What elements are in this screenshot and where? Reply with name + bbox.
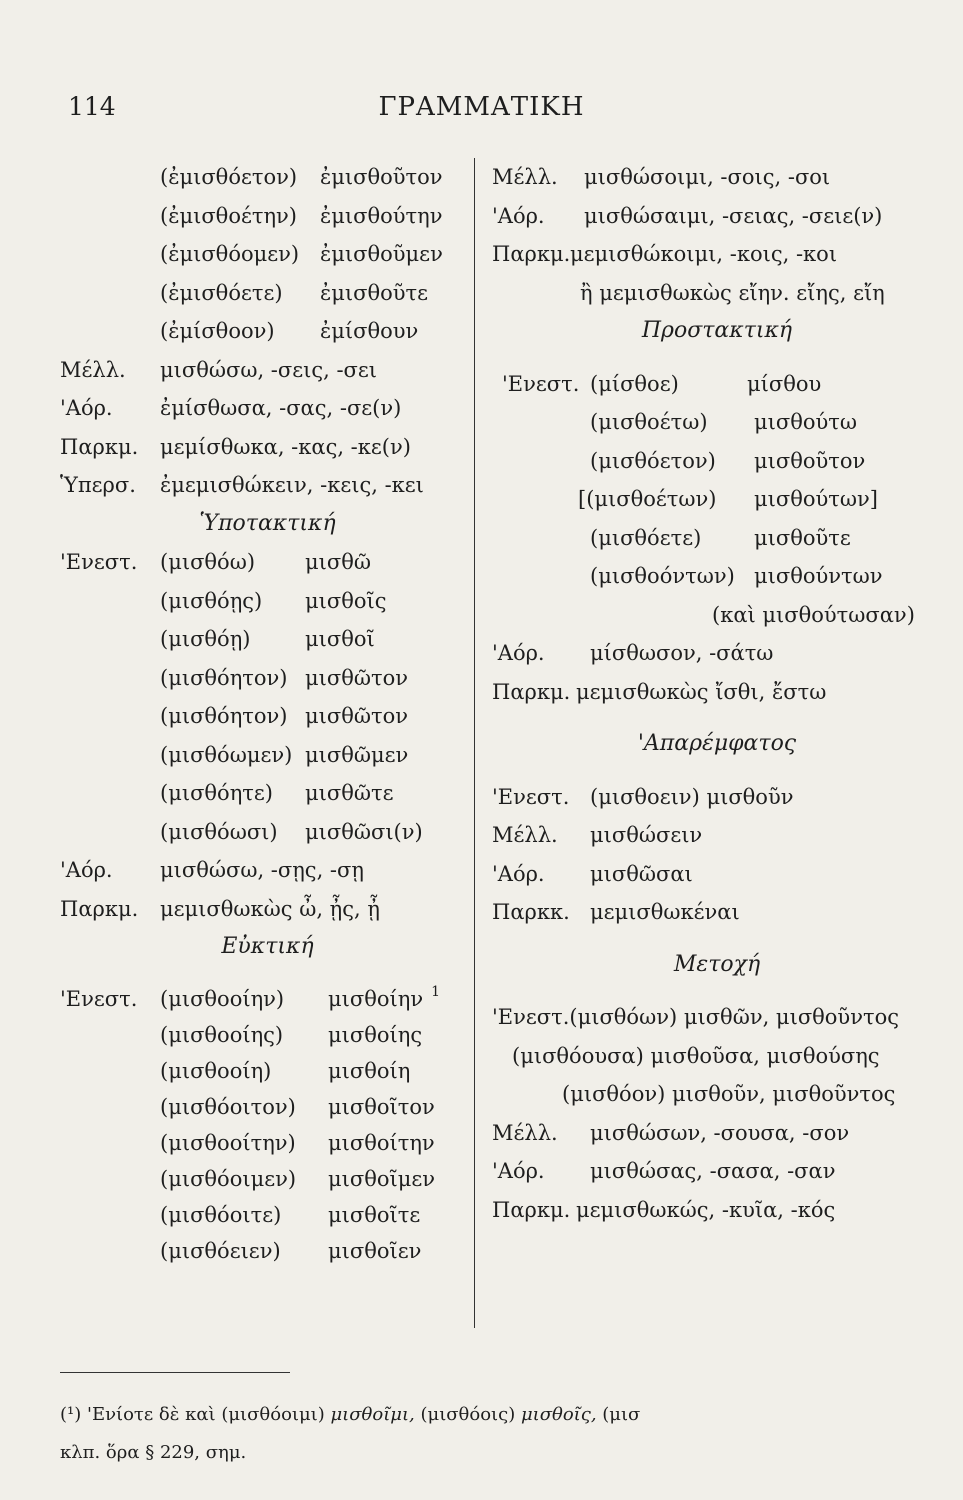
- uncontracted-form: (ἐμισθόετε): [160, 280, 283, 305]
- tense-label: Ὑπερσ.: [60, 473, 136, 497]
- tense-row: [492, 893, 912, 932]
- participle-paradigm: [492, 998, 912, 1229]
- tense-label: Μέλλ.: [60, 357, 126, 382]
- footnote-text: 'Ενίοτε δὲ καὶ (μισθόοιμι): [87, 1404, 325, 1425]
- tense-label: 'Αόρ.: [60, 858, 113, 882]
- paradigm-row: [60, 697, 465, 736]
- tense-row: [60, 389, 465, 428]
- contracted-form: μισθοῖτον: [328, 1094, 435, 1119]
- tense-row: [492, 778, 912, 817]
- tense-row: [492, 855, 912, 894]
- infinitive-heading: 'Απαρέμφατος: [637, 731, 797, 756]
- tense-row: [492, 634, 912, 673]
- tense-row: [492, 1191, 912, 1230]
- uncontracted-form: (μισθοοίης): [160, 1022, 284, 1047]
- paradigm-row: [60, 659, 465, 698]
- contracted-form: μισθοῖεν: [328, 1238, 422, 1263]
- spacer: [492, 984, 912, 998]
- footnote-marker: 1: [431, 983, 441, 1000]
- contracted-form: ἐμισθοῦμεν: [320, 242, 443, 266]
- paradigm-row: [60, 1125, 465, 1161]
- running-title: ΓΡΑΜΜΑΤΙΚΗ: [378, 92, 585, 122]
- contracted-form: μισθῶτον: [305, 704, 409, 728]
- imperative-heading: Προστακτική: [641, 318, 793, 343]
- paradigm-row: [60, 235, 465, 274]
- contracted-form: μισθῶσι(ν): [305, 819, 423, 844]
- footnote-line: [60, 1396, 930, 1434]
- uncontracted-form: (μισθόοιμεν): [160, 1166, 297, 1191]
- contracted-form: ἐμισθοῦτε: [320, 280, 429, 305]
- uncontracted-form: (μισθόωμεν): [160, 742, 293, 767]
- uncontracted-form: (μισθόετον): [590, 448, 716, 473]
- paradigm-row: [60, 1233, 465, 1269]
- tense-label: Παρκκ.: [492, 900, 570, 924]
- tense-label: 'Ενεστ.: [60, 550, 138, 574]
- alternative-form: (καὶ μισθούτωσαν): [712, 602, 915, 627]
- spacer: [492, 351, 912, 365]
- tense-row: [492, 1114, 912, 1153]
- tense-forms: ἐμίσθωσα, -σας, -σε(ν): [160, 396, 402, 420]
- uncontracted-form: (ἐμισθόομεν): [160, 242, 300, 266]
- contracted-form: ἐμισθούτην: [320, 203, 443, 228]
- paradigm-row: [492, 596, 915, 635]
- uncontracted-form: (μισθόειεν): [160, 1238, 281, 1263]
- tense-label: Παρκμ.: [492, 1197, 571, 1222]
- footnote-form: μισθοῖς,: [520, 1404, 597, 1425]
- tense-label: Μέλλ.: [492, 823, 558, 847]
- tense-forms: μισθώσω, -σεις, -σει: [160, 357, 377, 382]
- participle-forms: (μισθόουσα) μισθοῦσα, μισθούσης: [512, 1043, 880, 1068]
- uncontracted-form: (μισθόῃ): [160, 627, 251, 651]
- tense-label: 'Αόρ.: [492, 203, 545, 228]
- tense-row: [492, 274, 912, 313]
- contracted-form: μισθοῖτε: [328, 1202, 421, 1227]
- footnote-form: μισθοῖμι,: [330, 1404, 415, 1425]
- optative-tail: [492, 158, 912, 312]
- tense-forms: ἐμεμισθώκειν, -κεις, -κει: [160, 473, 424, 497]
- uncontracted-form: (μισθόωσι): [160, 819, 278, 844]
- right-column: [492, 158, 915, 1229]
- uncontracted-form: (μισθόητε): [160, 781, 273, 805]
- paradigm-row: [60, 1161, 465, 1197]
- tense-label: 'Αόρ.: [492, 641, 545, 665]
- footnote-text: (μισθόοις): [420, 1404, 516, 1425]
- contracted-form: μισθοίτην: [328, 1130, 435, 1155]
- uncontracted-form: (μισθόῃς): [160, 588, 263, 613]
- uncontracted-form: (ἐμίσθοον): [160, 319, 275, 343]
- subjunctive-heading: Ὑποτακτική: [199, 510, 336, 536]
- paradigm-row: [492, 442, 912, 481]
- tense-row: [60, 466, 465, 505]
- tense-forms: μεμισθωκὼς ὦ, ᾖς, ᾖ: [160, 896, 380, 921]
- tense-forms: μισθώσαιμι, -σειας, -σειε(ν): [584, 203, 883, 228]
- paradigm-row: [492, 403, 912, 442]
- paradigm-row: [60, 736, 465, 775]
- uncontracted-form: [(μισθοέτων): [578, 487, 717, 511]
- footnote-rule: [60, 1372, 290, 1373]
- paradigm-row: [492, 1037, 912, 1076]
- uncontracted-form: (μισθόετε): [590, 525, 702, 550]
- paradigm-row: [492, 519, 912, 558]
- tense-forms: (μισθοειν) μισθοῦν: [590, 784, 794, 809]
- tense-label: Παρκμ.: [60, 434, 139, 459]
- tense-row: [60, 351, 465, 390]
- paradigm-row: [60, 1017, 465, 1053]
- tense-label: 'Αόρ.: [492, 861, 545, 886]
- contracted-form: μισθούντων: [754, 564, 883, 588]
- tense-row: [492, 816, 912, 855]
- tense-forms: μισθώσας, -σασα, -σαν: [590, 1159, 836, 1183]
- paradigm-row: [60, 582, 465, 621]
- left-column: [60, 158, 465, 1269]
- uncontracted-form: (μισθοέτω): [590, 410, 708, 434]
- tense-forms: μεμισθωκὼς ἴσθι, ἔστω: [576, 679, 827, 704]
- imperative-paradigm: [492, 365, 915, 712]
- uncontracted-form: (μισθόητον): [160, 665, 288, 690]
- paradigm-row: [60, 813, 465, 852]
- column-divider: [474, 158, 475, 1328]
- tense-forms: μισθώσοιμι, -σοις, -σοι: [584, 165, 831, 189]
- footnote-marker: (¹): [60, 1404, 82, 1425]
- paradigm-row: [60, 543, 465, 582]
- contracted-form: μισθοῖ: [305, 627, 375, 651]
- tense-forms: μισθώσων, -σουσα, -σον: [590, 1120, 850, 1145]
- optative-heading: Εὐκτική: [221, 934, 314, 959]
- tense-forms: μίσθωσον, -σάτω: [590, 641, 774, 665]
- tense-row: [492, 1152, 912, 1191]
- tense-forms: ἢ μεμισθωκὼς εἴην. εἴης, εἴη: [580, 280, 885, 305]
- tense-label: 'Ενεστ.: [502, 371, 580, 396]
- imperfect-tail: [60, 158, 465, 351]
- contracted-form: μισθούτων]: [754, 487, 878, 511]
- tense-forms: μεμίσθωκα, -κας, -κε(ν): [160, 434, 411, 459]
- uncontracted-form: (μισθόητον): [160, 704, 288, 728]
- tense-label: Παρκμ.: [492, 242, 571, 266]
- participle-heading: Μετοχή: [673, 951, 761, 977]
- tense-label: Παρκμ.: [492, 679, 571, 704]
- tense-row: [60, 890, 465, 929]
- participle-forms: (μισθόον) μισθοῦν, μισθοῦντος: [562, 1082, 896, 1106]
- contracted-form: μισθῶτον: [305, 665, 409, 690]
- uncontracted-form: (μισθοοίην): [160, 986, 285, 1011]
- tense-forms: μισθώσω, -σῃς, -σῃ: [160, 858, 364, 882]
- contracted-form: μισθῶτε: [305, 781, 394, 805]
- paradigm-row: [60, 774, 465, 813]
- uncontracted-form: (μισθόοιτε): [160, 1202, 282, 1227]
- uncontracted-form: (μίσθοε): [590, 371, 679, 396]
- tense-label: 'Αόρ.: [60, 396, 113, 420]
- footnote-text: (μισ: [602, 1404, 641, 1425]
- contracted-form: μισθῶ: [305, 550, 371, 574]
- paradigm-row: [492, 1075, 912, 1114]
- tense-row: [60, 851, 465, 890]
- tense-row: [492, 673, 912, 712]
- paradigm-row: [60, 274, 465, 313]
- tense-label: 'Ενεστ.: [492, 784, 570, 809]
- paradigm-row: [492, 365, 912, 404]
- subjunctive-paradigm: [60, 543, 465, 928]
- paradigm-row: [60, 312, 465, 351]
- contracted-form: ἐμισθοῦτον: [320, 165, 443, 189]
- contracted-form: ἐμίσθουν: [320, 319, 419, 343]
- spacer: [60, 967, 465, 981]
- participle-forms: 'Ενεστ.(μισθόων) μισθῶν, μισθοῦντος: [492, 1005, 899, 1029]
- optative-paradigm: [60, 981, 465, 1269]
- tense-row: [492, 235, 912, 274]
- tense-label: Μέλλ.: [492, 1120, 558, 1145]
- contracted-form: μισθούτω: [754, 410, 858, 434]
- contracted-form: μισθοῦτον: [754, 448, 866, 473]
- spacer: [492, 764, 912, 778]
- tense-forms: μεμισθωκώς, -κυῖα, -κός: [576, 1197, 836, 1222]
- uncontracted-form: (μισθοοίη): [160, 1058, 272, 1083]
- tense-forms: μισθώσειν: [590, 823, 703, 847]
- contracted-form: μισθοῖμεν: [328, 1166, 436, 1191]
- footnote-line: κλπ. ὅρα § 229, σημ.: [60, 1442, 247, 1463]
- indicative-tenses: [60, 351, 465, 505]
- paradigm-row: [60, 1053, 465, 1089]
- tense-label: 'Αόρ.: [492, 1159, 545, 1183]
- tense-row: [492, 197, 912, 236]
- contracted-form: μισθοίης: [328, 1022, 423, 1047]
- contracted-form: μισθοῦτε: [754, 525, 851, 550]
- tense-row: [492, 158, 912, 197]
- uncontracted-form: (μισθοοίτην): [160, 1130, 296, 1155]
- uncontracted-form: (ἐμισθοέτην): [160, 203, 298, 228]
- infinitive-paradigm: [492, 778, 912, 932]
- uncontracted-form: (ἐμισθόετον): [160, 165, 298, 189]
- contracted-form: μισθῶμεν: [305, 742, 409, 767]
- paradigm-row: [60, 1197, 465, 1233]
- paradigm-row: [60, 1089, 465, 1125]
- contracted-form: μισθοῖς: [305, 588, 387, 613]
- tense-forms: μισθῶσαι: [590, 861, 693, 886]
- paradigm-row: [60, 158, 465, 197]
- page-number: 114: [68, 92, 116, 121]
- paradigm-row: [60, 197, 465, 236]
- paradigm-row: [492, 557, 912, 596]
- paradigm-row: [60, 981, 465, 1017]
- contracted-form: μισθοίην: [328, 986, 424, 1011]
- tense-label: 'Ενεστ.: [60, 986, 138, 1011]
- spacer: [492, 711, 912, 725]
- uncontracted-form: (μισθοόντων): [590, 564, 735, 588]
- contracted-form: μισθοίη: [328, 1058, 411, 1083]
- tense-row: [60, 428, 465, 467]
- footnote: [60, 1396, 930, 1472]
- page-header: [0, 92, 963, 132]
- contracted-form: μίσθου: [747, 371, 822, 396]
- uncontracted-form: (μισθόοιτον): [160, 1094, 296, 1119]
- uncontracted-form: (μισθόω): [160, 550, 256, 574]
- tense-forms: μεμισθωκέναι: [590, 900, 740, 924]
- tense-forms: μεμισθώκοιμι, -κοις, -κοι: [570, 242, 838, 266]
- paradigm-row: [492, 480, 912, 519]
- spacer: [492, 932, 912, 946]
- paradigm-row: [60, 620, 465, 659]
- tense-label: Μέλλ.: [492, 165, 558, 189]
- tense-label: Παρκμ.: [60, 896, 139, 921]
- paradigm-row: [492, 998, 912, 1037]
